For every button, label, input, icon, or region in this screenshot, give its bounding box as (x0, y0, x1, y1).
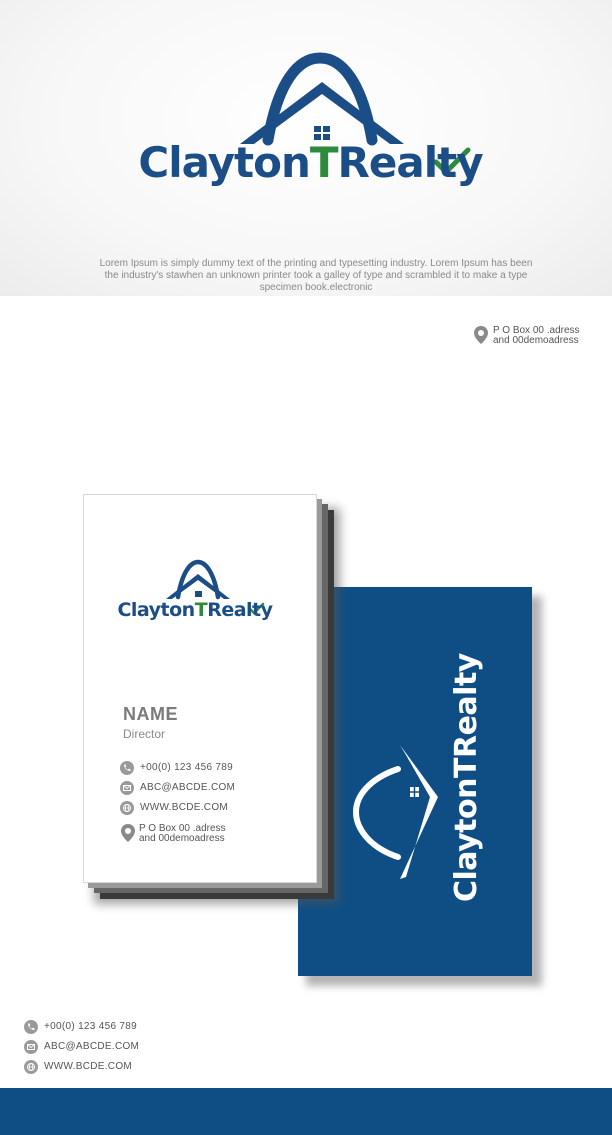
phone-icon (24, 1020, 38, 1034)
phone-icon (120, 761, 134, 775)
address-text: P O Box 00 .adress and 00demoadress (493, 325, 580, 346)
address-block (474, 326, 604, 350)
globe-icon (24, 1060, 38, 1074)
card-phone-row: +00(0) 123 456 789 (120, 761, 310, 775)
rotated-brand-logo (328, 647, 498, 947)
bottom-website-row: WWW.BCDE.COM (24, 1060, 244, 1074)
footer-color-bar (0, 1088, 612, 1135)
bottom-email-row: ABC@ABCDE.COM (24, 1040, 244, 1054)
card-wordmark: ClaytonTRealty (117, 599, 273, 621)
card-brand-logo (110, 559, 280, 629)
location-pin-icon (121, 824, 135, 842)
brand-logo (128, 52, 493, 200)
card-website-row: WWW.BCDE.COM (120, 801, 310, 815)
card-address-row: P O Box 00 .adress and 00demoadress (120, 824, 310, 848)
globe-icon (120, 801, 134, 815)
brand-wordmark: ClaytonTRealty (138, 138, 483, 187)
bottom-phone-row: +00(0) 123 456 789 (24, 1020, 244, 1034)
email-icon (24, 1040, 38, 1054)
person-title: Director (123, 727, 166, 741)
email-icon (120, 781, 134, 795)
card-email-row: ABC@ABCDE.COM (120, 781, 310, 795)
tagline-text: Lorem Ipsum is simply dummy text of the printing and typesetting industry. Lorem Ipsum has been the industry's stawhen an unknown printer took a galley of type and scrambled it to make a type specimen book.electronic (99, 258, 533, 293)
business-card-front (83, 494, 317, 883)
person-name: NAME (123, 704, 178, 724)
logo-showcase-panel (0, 0, 612, 296)
rotated-wordmark: ClaytonTRealty (449, 653, 484, 902)
location-pin-icon (474, 326, 488, 344)
